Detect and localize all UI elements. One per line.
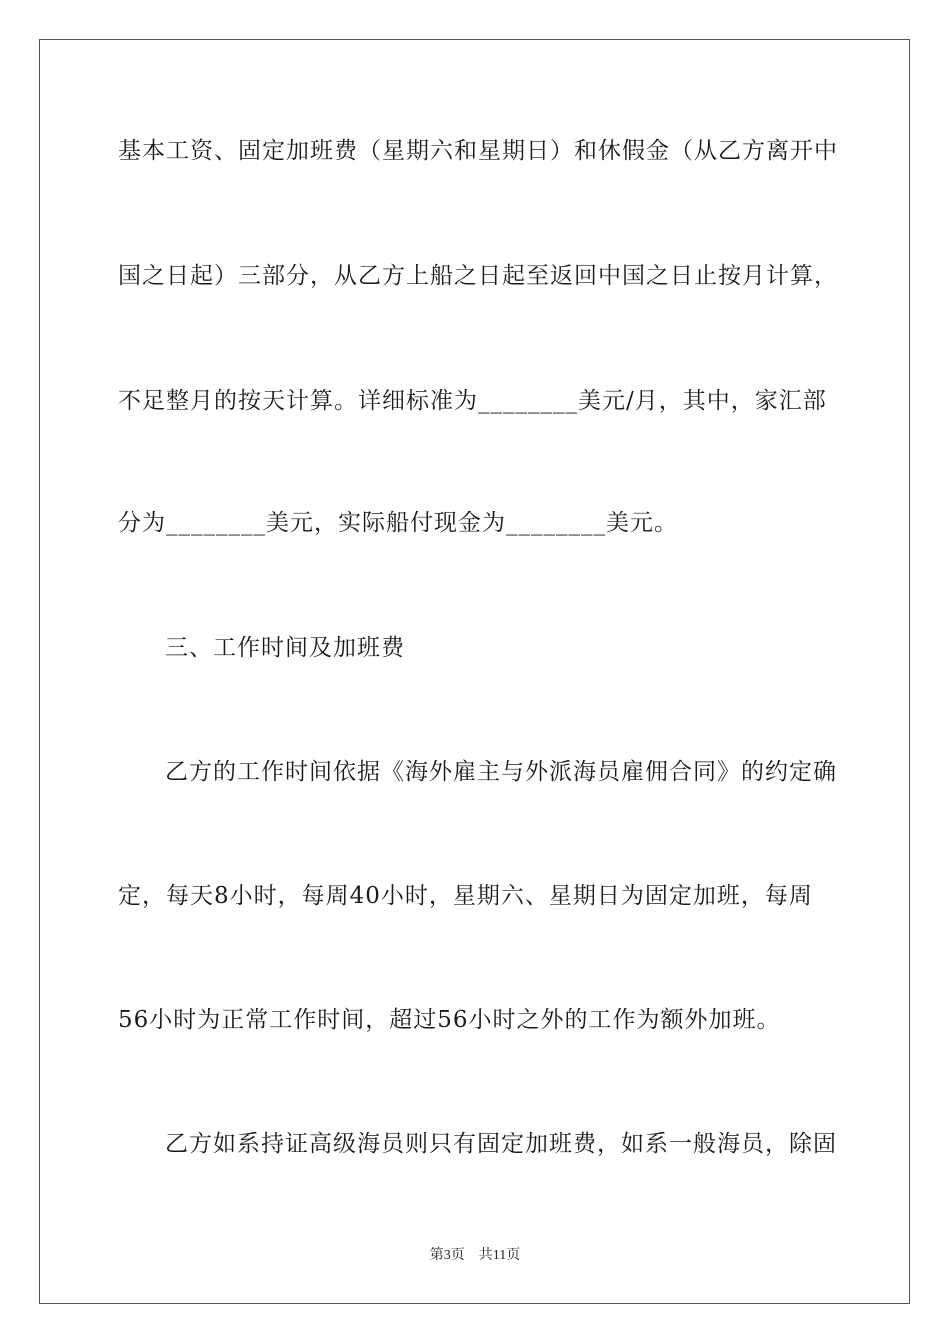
paragraph-line-3: 不足整月的按天计算。详细标准为________美元/月，其中，家汇部 — [118, 388, 827, 414]
paragraph-line-6: 定，每天8小时，每周40小时，星期六、星期日为固定加班，每周 — [118, 883, 813, 909]
page-footer — [0, 1247, 950, 1265]
page-number: 第3页 — [429, 1248, 465, 1263]
page-total: 共11页 — [478, 1248, 521, 1263]
paragraph-line-7: 56小时为正常工作时间，超过56小时之外的工作为额外加班。 — [118, 1007, 781, 1033]
section-heading: 三、工作时间及加班费 — [165, 635, 405, 661]
paragraph-line-5: 乙方的工作时间依据《海外雇主与外派海员雇佣合同》的约定确 — [165, 759, 837, 785]
page-border — [39, 39, 910, 1304]
paragraph-line-1: 基本工资、固定加班费（星期六和星期日）和休假金（从乙方离开中 — [118, 138, 838, 164]
paragraph-line-2: 国之日起）三部分，从乙方上船之日起至返回中国之日止按月计算， — [118, 263, 838, 289]
paragraph-line-8: 乙方如系持证高级海员则只有固定加班费，如系一般海员，除固 — [165, 1131, 837, 1157]
paragraph-line-4: 分为________美元，实际船付现金为________美元。 — [118, 510, 678, 536]
